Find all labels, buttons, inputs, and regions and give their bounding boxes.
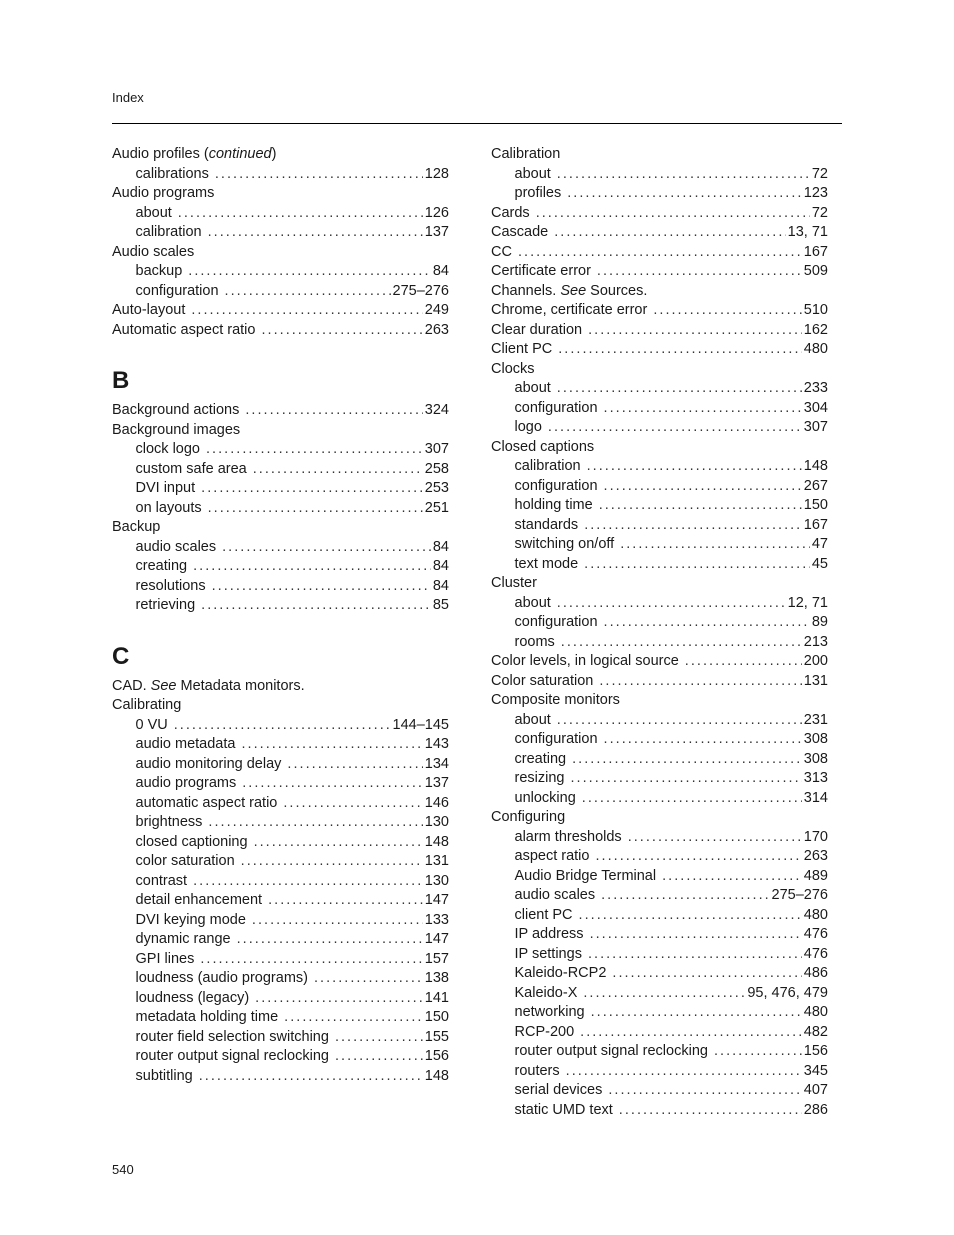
index-subentry: loudness (legacy) . . . 141 xyxy=(112,989,449,1009)
index-subentry: about . . . 126 xyxy=(112,204,449,224)
index-entry-audio-profiles: Audio profiles (continued) xyxy=(112,146,277,162)
index-subentry: router field selection switching . . . 155 xyxy=(112,1028,449,1048)
index-subentry: switching on/off . . . 47 xyxy=(491,535,828,555)
index-entry-channels: Channels. See Sources. xyxy=(491,282,648,299)
index-subentry: metadata holding time . . . 150 xyxy=(112,1008,449,1028)
page-number: 540 xyxy=(112,1162,134,1177)
index-entry-chrome-certificate-error: Chrome, certificate error . . . 510 xyxy=(491,301,828,321)
index-subentry: audio programs . . . 137 xyxy=(112,774,449,794)
index-subentry: custom safe area . . . 258 xyxy=(112,460,449,480)
index-column-left xyxy=(112,145,449,1086)
index-subentry: audio metadata . . . 143 xyxy=(112,735,449,755)
index-subentry: router output signal reclocking . . . 156 xyxy=(112,1047,449,1067)
index-entry-audio-programs: Audio programs xyxy=(112,185,215,201)
index-subentry: configuration . . . 89 xyxy=(491,613,828,633)
index-entry-color-levels: Color levels, in logical source . . . 200 xyxy=(491,652,828,672)
index-subentry: networking . . . 480 xyxy=(491,1003,828,1023)
index-subentry: configuration . . . 267 xyxy=(491,477,828,497)
index-subentry: audio scales . . . 275–276 xyxy=(491,886,828,906)
index-entry-closed-captions: Closed captions xyxy=(491,438,595,455)
index-entry-client-pc: Client PC . . . 480 xyxy=(491,340,828,360)
index-subentry: color saturation . . . 131 xyxy=(112,852,449,872)
index-subentry: retrieving . . . 85 xyxy=(112,596,449,616)
index-subentry: brightness . . . 130 xyxy=(112,813,449,833)
index-subentry: logo . . . 307 xyxy=(491,418,828,438)
index-subentry: calibrations . . . 128 xyxy=(112,165,449,185)
header-rule xyxy=(112,123,842,124)
index-entry-auto-layout: Auto-layout . . . 249 xyxy=(112,301,449,321)
index-entry-cc: CC . . . 167 xyxy=(491,243,828,263)
index-entry-configuring: Configuring xyxy=(491,809,566,825)
index-entry-audio-scales: Audio scales xyxy=(112,243,195,260)
index-subentry: unlocking . . . 314 xyxy=(491,789,828,809)
index-subentry: static UMD text . . . 286 xyxy=(491,1101,828,1121)
index-entry-backup: Backup xyxy=(112,519,161,535)
index-subentry: loudness (audio programs) . . . 138 xyxy=(112,969,449,989)
index-subentry: aspect ratio . . . 263 xyxy=(491,847,828,867)
index-subentry: rooms . . . 213 xyxy=(491,633,828,653)
index-subentry: on layouts . . . 251 xyxy=(112,499,449,519)
index-subentry: about . . . 233 xyxy=(491,379,828,399)
index-subentry: clock logo . . . 307 xyxy=(112,440,449,460)
index-subentry: Kaleido-RCP2 . . . 486 xyxy=(491,964,828,984)
index-subentry: configuration . . . 304 xyxy=(491,399,828,419)
index-entry-background-actions: Background actions . . . 324 xyxy=(112,401,449,421)
index-subentry: holding time . . . 150 xyxy=(491,496,828,516)
index-entry-background-images: Background images xyxy=(112,421,241,438)
index-entry-composite-monitors: Composite monitors xyxy=(491,692,620,708)
section-letter-c: C xyxy=(112,642,130,670)
index-subentry: resizing . . . 313 xyxy=(491,769,828,789)
index-entry-certificate-error: Certificate error . . . 509 xyxy=(491,262,828,282)
running-head: Index xyxy=(112,90,144,105)
index-subentry: resolutions . . . 84 xyxy=(112,577,449,597)
index-subentry: automatic aspect ratio . . . 146 xyxy=(112,794,449,814)
index-subentry: about . . . 72 xyxy=(491,165,828,185)
index-subentry: alarm thresholds . . . 170 xyxy=(491,828,828,848)
section-letter-b: B xyxy=(112,367,130,394)
index-subentry: IP address . . . 476 xyxy=(491,925,828,945)
index-entry-calibrating: Calibrating xyxy=(112,697,182,713)
index-column-right xyxy=(491,145,828,1120)
index-subentry: router output signal reclocking . . . 156 xyxy=(491,1042,828,1062)
index-entry-cards: Cards . . . 72 xyxy=(491,204,828,224)
index-subentry: detail enhancement . . . 147 xyxy=(112,891,449,911)
index-subentry: subtitling . . . 148 xyxy=(112,1067,449,1087)
index-subentry: calibration . . . 148 xyxy=(491,457,828,477)
index-entry-cascade: Cascade . . . 13, 71 xyxy=(491,223,828,243)
index-subentry: creating . . . 84 xyxy=(112,557,449,577)
index-subentry: configuration . . . 275–276 xyxy=(112,282,449,302)
index-subentry: profiles . . . 123 xyxy=(491,184,828,204)
index-entry-calibration: Calibration xyxy=(491,146,561,162)
index-entry-automatic-aspect-ratio: Automatic aspect ratio . . . 263 xyxy=(112,321,449,341)
index-subentry: calibration . . . 137 xyxy=(112,223,449,243)
index-subentry: IP settings . . . 476 xyxy=(491,945,828,965)
index-subentry: contrast . . . 130 xyxy=(112,872,449,892)
index-subentry: backup . . . 84 xyxy=(112,262,449,282)
index-subentry: Audio Bridge Terminal . . . 489 xyxy=(491,867,828,887)
index-subentry: DVI keying mode . . . 133 xyxy=(112,911,449,931)
index-subentry: standards . . . 167 xyxy=(491,516,828,536)
index-subentry: dynamic range . . . 147 xyxy=(112,930,449,950)
index-subentry: routers . . . 345 xyxy=(491,1062,828,1082)
index-subentry: configuration . . . 308 xyxy=(491,730,828,750)
index-entry-cluster: Cluster xyxy=(491,575,537,591)
index-subentry: about . . . 231 xyxy=(491,711,828,731)
index-subentry: text mode . . . 45 xyxy=(491,555,828,575)
index-subentry: audio scales . . . 84 xyxy=(112,538,449,558)
index-entry-clocks: Clocks xyxy=(491,360,535,377)
index-subentry: client PC . . . 480 xyxy=(491,906,828,926)
index-entry-cad: CAD. See Metadata monitors. xyxy=(112,677,305,694)
index-entry-color-saturation: Color saturation . . . 131 xyxy=(491,672,828,692)
index-subentry: DVI input . . . 253 xyxy=(112,479,449,499)
index-subentry: about . . . 12, 71 xyxy=(491,594,828,614)
index-subentry: GPI lines . . . 157 xyxy=(112,950,449,970)
index-entry-clear-duration: Clear duration . . . 162 xyxy=(491,321,828,341)
index-subentry: serial devices . . . 407 xyxy=(491,1081,828,1101)
index-subentry: audio monitoring delay . . . 134 xyxy=(112,755,449,775)
index-subentry: RCP-200 . . . 482 xyxy=(491,1023,828,1043)
index-subentry: 0 VU . . . 144–145 xyxy=(112,716,449,736)
index-subentry: closed captioning . . . 148 xyxy=(112,833,449,853)
index-subentry: Kaleido-X . . . 95, 476, 479 xyxy=(491,984,828,1004)
index-subentry: creating . . . 308 xyxy=(491,750,828,770)
